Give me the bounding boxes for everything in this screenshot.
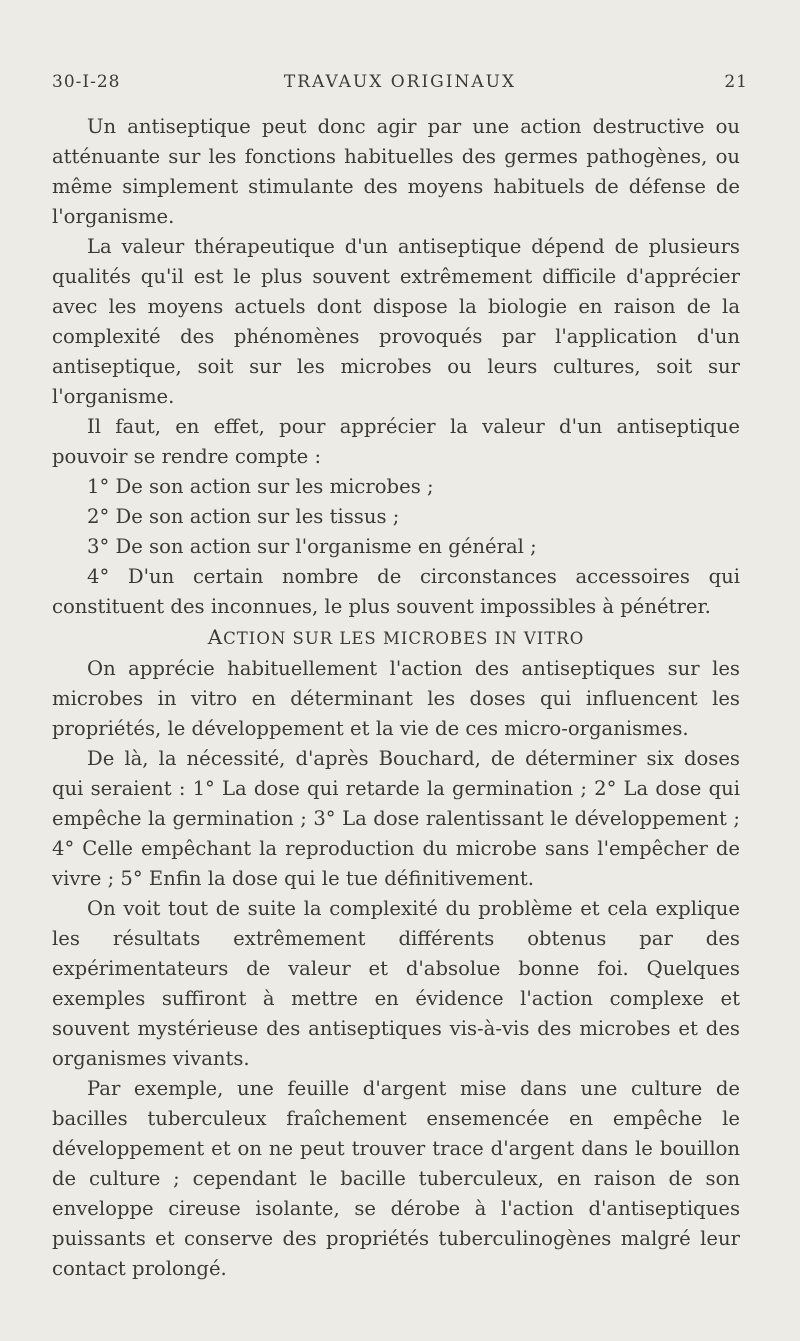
paragraph: De là, la nécessité, d'après Bouchard, de déterminer six doses qui seraient : 1° La dose qui retarde la germination ; 2° La dose qui empêche la germination ; 3° La dose ralentissant le développement ; 4° Celle empêchant la reproduction du microbe sans l'empêcher de vivre ; 5° Enfin la dose qui le tue définitivement.: [52, 747, 740, 890]
page-number: 21: [724, 72, 748, 92]
list-item: 2° De son action sur les tissus ;: [87, 505, 400, 528]
header-date: 30-I-28: [52, 72, 121, 92]
page-body: [52, 112, 740, 1284]
section-heading-text: CTION SUR LES MICROBES IN VITRO: [223, 629, 585, 648]
paragraph: La valeur thérapeutique d'un antiseptique dépend de plusieurs qualités qu'il est le plus souvent extrêmement difficile d'apprécier avec les moyens actuels dont dispose la biologie en raison de la complexité des phénomènes provoqués par l'application d'un antiseptique, soit sur les microbes ou leurs cultures, soit sur l'organisme.: [52, 235, 740, 408]
paragraph: Un antiseptique peut donc agir par une action destructive ou atténuante sur les fonctions habituelles des germes pathogènes, ou même simplement stimulante des moyens habituels de défense de l'organisme.: [52, 115, 740, 228]
section-heading: [52, 622, 740, 654]
list-item: 1° De son action sur les microbes ;: [87, 475, 434, 498]
list-item: 3° De son action sur l'organisme en général ;: [87, 535, 537, 558]
list-item: 4° D'un certain nombre de circonstances accessoires qui constituent des inconnues, le plus souvent impossibles à pénétrer.: [52, 565, 740, 618]
paragraph: On voit tout de suite la complexité du problème et cela explique les résultats extrêmement différents obtenus par des expérimentateurs de valeur et d'absolue bonne foi. Quelques exemples suffiront à mettre en évidence l'action complexe et souvent mystérieuse des antiseptiques vis-à-vis des microbes et des organismes vivants.: [52, 897, 740, 1070]
header-title: TRAVAUX ORIGINAUX: [283, 72, 517, 92]
section-heading-initial: A: [207, 625, 224, 649]
paragraph: On apprécie habituellement l'action des antiseptiques sur les microbes in vitro en déterminant les doses qui influencent les propriétés, le développement et la vie de ces micro-organismes.: [52, 657, 740, 740]
paragraph: Par exemple, une feuille d'argent mise dans une culture de bacilles tuberculeux fraîchement ensemencée en empêche le développement et on ne peut trouver trace d'argent dans le bouillon de culture ; cependant le bacille tuberculeux, en raison de son enveloppe cireuse isolante, se dérobe à l'action d'antiseptiques puissants et conserve des propriétés tuberculinogènes malgré leur contact prolongé.: [52, 1077, 740, 1280]
paragraph: Il faut, en effet, pour apprécier la valeur d'un antiseptique pouvoir se rendre compte :: [52, 415, 740, 468]
running-header: [52, 72, 748, 100]
